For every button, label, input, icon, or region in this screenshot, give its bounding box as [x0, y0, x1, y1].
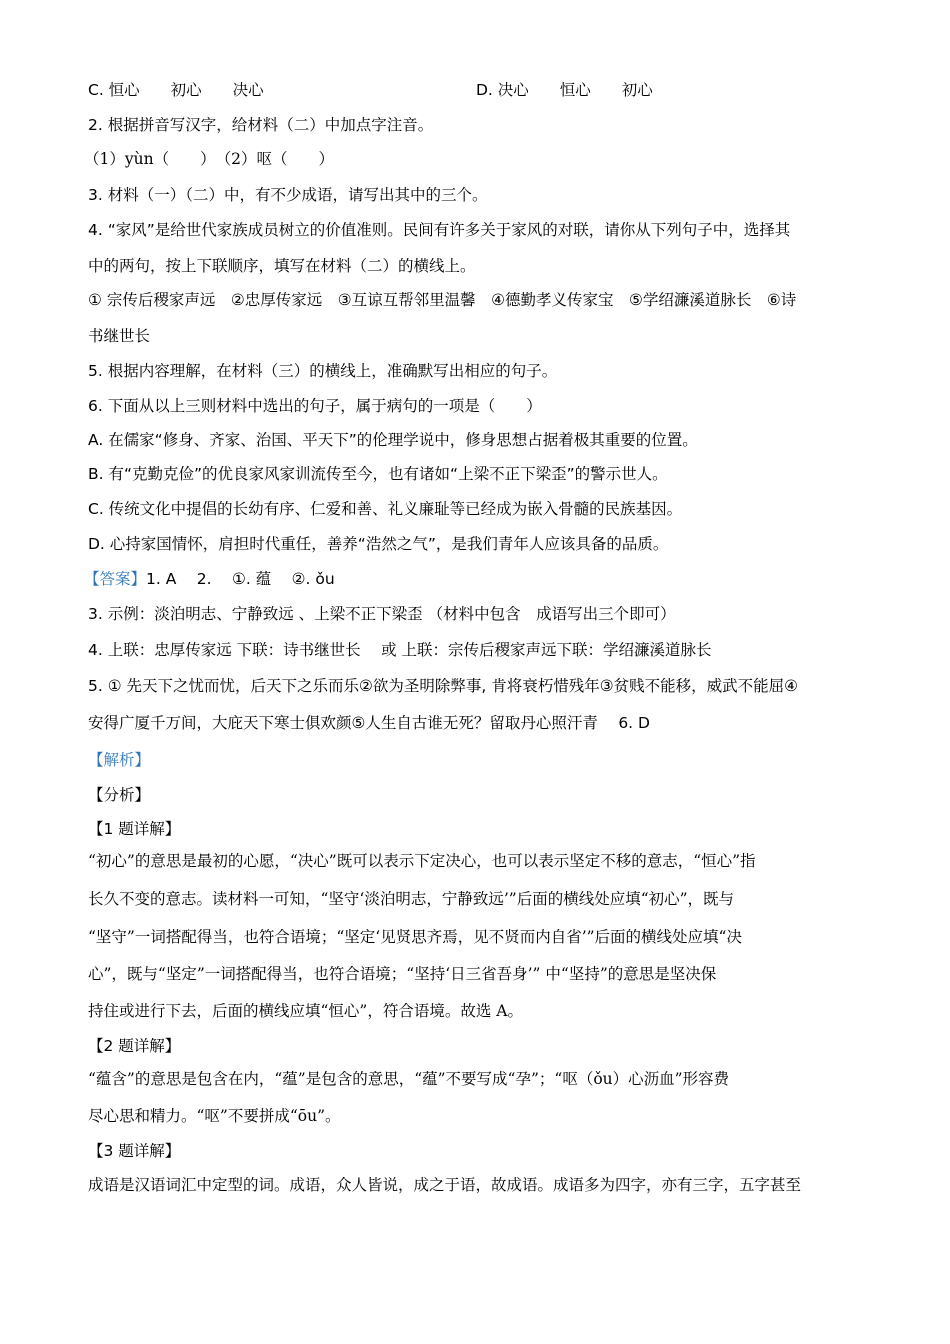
analysis-tag: 【解析】	[88, 751, 151, 769]
answer-text-1: 1. A 2. ①. 蕴 ②. ǒu	[146, 570, 335, 588]
answer-line-4: 5. ① 先天下之忧而忧，后天下之乐而乐②欲为圣明除弊事, 肯将衰朽惜残年③贫贱不能移，威武不能屈④	[88, 677, 799, 695]
detail-2-line-1: “蕴含”的意思是包含在内，“蕴”是包含的意思，“蕴”不要写成“孕”；“呕（ǒu）心沥血”形容费	[88, 1070, 730, 1088]
question-4-options-line-2: 书继世长	[88, 327, 151, 345]
question-6: 6. 下面从以上三则材料中选出的句子，属于病句的一项是（ ）	[88, 397, 542, 415]
question-6-option-a: A. 在儒家“修身、齐家、治国、平天下”的伦理学说中，修身思想占据着极其重要的位置。	[88, 431, 698, 449]
answer-line-2: 3. 示例：淡泊明志、宁静致远 、上梁不正下梁歪 （材料中包含 成语写出三个即可）	[88, 605, 676, 623]
question-6-option-b: B. 有“克勤克俭”的优良家风家训流传至今，也有诸如“上梁不正下梁歪”的警示世人。	[88, 465, 668, 483]
option-d: D. 决心 恒心 初心	[476, 81, 653, 99]
question-6-option-c: C. 传统文化中提倡的长幼有序、仁爱和善、礼义廉耻等已经成为嵌入骨髓的民族基因。	[88, 500, 683, 518]
question-2-subitems: （1）yùn（ ） （2）呕（ ）	[84, 150, 334, 168]
detail-1-line-5: 持住或进行下去，后面的横线应填“恒心”，符合语境。故选 A。	[88, 1002, 523, 1020]
answer-tag: 【答案】	[84, 570, 147, 588]
question-3: 3. 材料（一）（二）中，有不少成语，请写出其中的三个。	[88, 186, 488, 204]
question-6-option-d: D. 心持家国情怀，肩担时代重任，善养“浩然之气”，是我们青年人应该具备的品质。	[88, 535, 669, 553]
answer-line-5: 安得广厦千万间，大庇天下寒士俱欢颜⑤人生自古谁无死？留取丹心照汗青 6. D	[88, 714, 650, 732]
detail-3-line-1: 成语是汉语词汇中定型的词。成语，众人皆说，成之于语，故成语。成语多为四字，亦有三字，五字甚至	[88, 1176, 802, 1194]
detail-1-line-2: 长久不变的意志。读材料一可知，“坚守‘淡泊明志，宁静致远’”后面的横线处应填“初心”，既与	[88, 890, 735, 908]
question-4-line-1: 4. “家风”是给世代家族成员树立的价值准则。民间有许多关于家风的对联，请你从下列句子中，选择其	[88, 221, 791, 239]
question-4-line-2: 中的两句，按上下联顺序，填写在材料（二）的横线上。	[88, 257, 476, 275]
detail-2-tag: 【2 题详解】	[88, 1037, 181, 1055]
detail-1-tag: 【1 题详解】	[88, 820, 181, 838]
option-row-cd	[88, 80, 862, 100]
detail-2-line-2: 尽心思和精力。“呕”不要拼成“ōu”。	[88, 1107, 341, 1125]
detail-1-line-4: 心”，既与“坚定”一词搭配得当，也符合语境；“坚持‘日三省吾身’” 中“坚持”的意思是坚决保	[88, 965, 717, 983]
detail-1-line-3: “坚守”一词搭配得当，也符合语境；“坚定‘见贤思齐焉，见不贤而内自省’”后面的横线处应填“决	[88, 928, 742, 946]
detail-3-tag: 【3 题详解】	[88, 1142, 181, 1160]
detail-1-line-1: “初心”的意思是最初的心愿，“决心”既可以表示下定决心，也可以表示坚定不移的意志，“恒心”指	[88, 852, 756, 870]
question-2: 2. 根据拼音写汉字，给材料（二）中加点字注音。	[88, 116, 434, 134]
question-5: 5. 根据内容理解，在材料（三）的横线上，准确默写出相应的句子。	[88, 362, 558, 380]
fenxi-tag: 【分析】	[88, 786, 151, 804]
answer-line-3: 4. 上联：忠厚传家远 下联：诗书继世长 或 上联：宗传后稷家声远下联：学绍濂溪道脉长	[88, 641, 712, 659]
option-c: C. 恒心 初心 决心	[88, 81, 264, 99]
question-4-options-line-1: ① 宗传后稷家声远 ②忠厚传家远 ③互谅互帮邻里温馨 ④德勤孝义传家宝 ⑤学绍濂溪道脉长 ⑥诗	[88, 291, 797, 309]
answer-line-1	[84, 569, 858, 589]
